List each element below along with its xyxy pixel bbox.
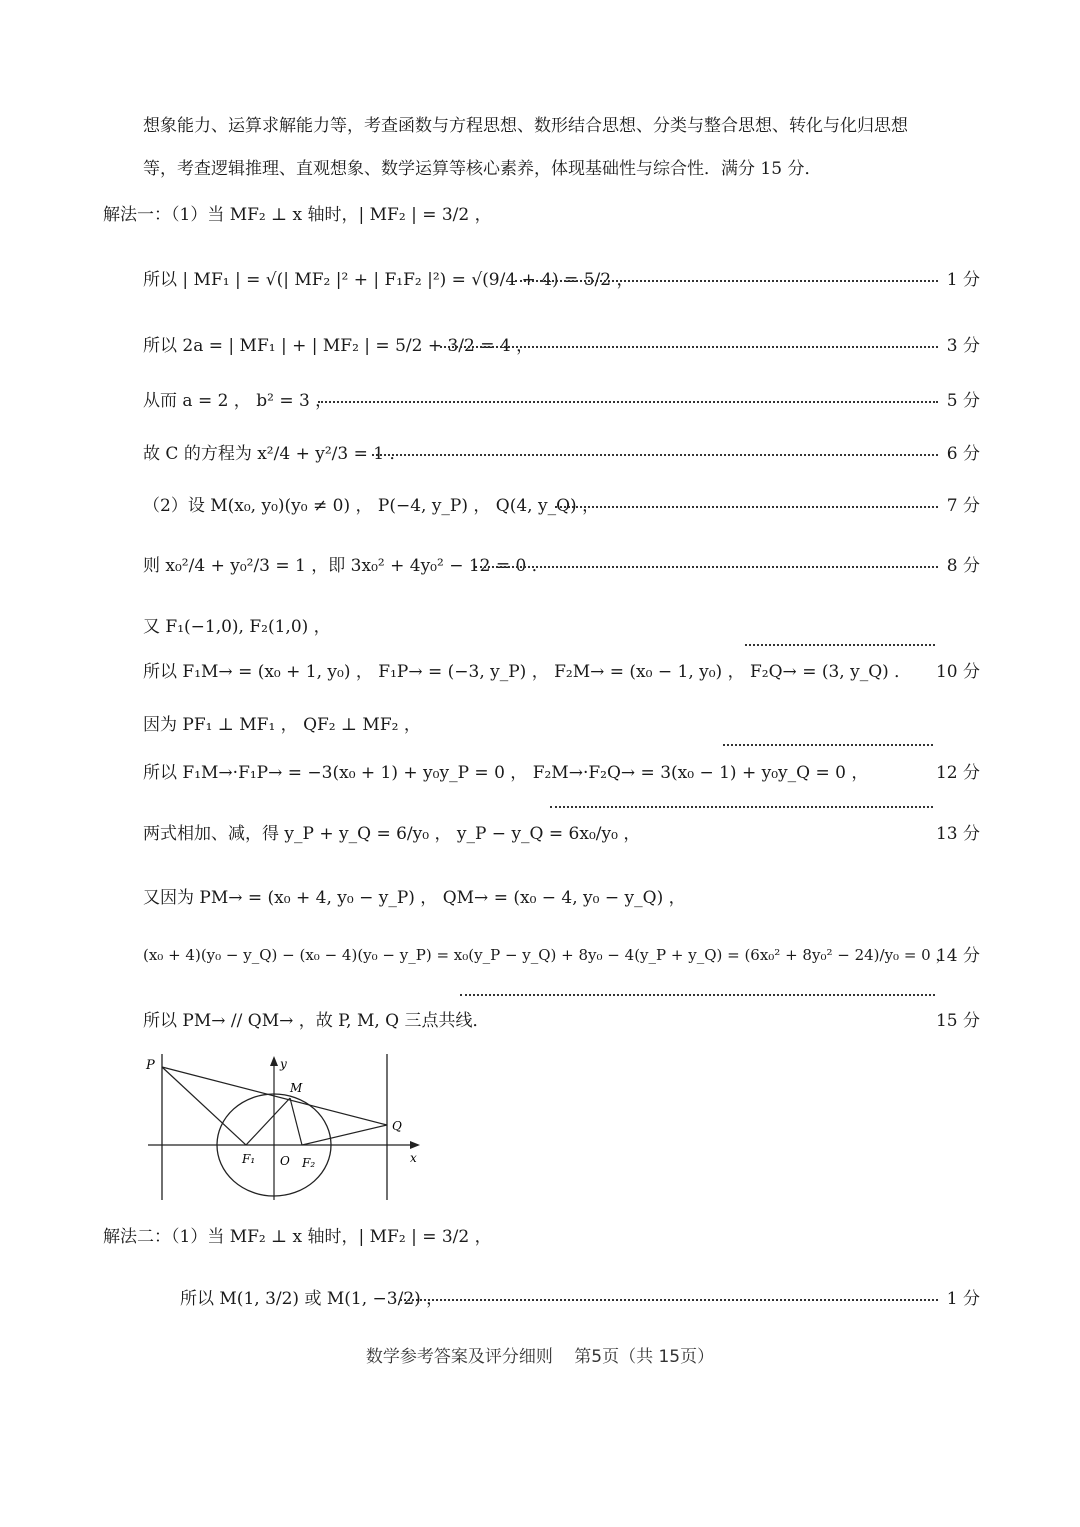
sol1-dot-products: 所以 F₁M→·F₁P→ = −3(x₀ + 1) + y₀y_P = 0 ， F₂M→·F₂Q→ = 3(x₀ − 1) + y₀y_Q = 0 ， (143, 763, 869, 783)
leader-dots (318, 401, 938, 403)
segment-f2q (302, 1125, 387, 1145)
score-8: 8 分 (946, 556, 980, 576)
sol1-sum-diff: 两式相加、减，得 y_P + y_Q = 6/y₀ ， y_P − y_Q = 6x₀/y₀ ， (143, 824, 641, 844)
score-3: 3 分 (946, 336, 980, 356)
label-f1: F₁ (242, 1152, 256, 1166)
x-axis-arrow (410, 1141, 420, 1149)
sol2-part1-condition: 解法二：（1）当 MF₂ ⊥ x 轴时，| MF₂ | = 3/2 ， (103, 1227, 492, 1247)
label-x: x (410, 1151, 417, 1165)
leader-dots (515, 280, 938, 282)
leader-dots (745, 644, 935, 646)
sol1-cross-product: (x₀ + 4)(y₀ − y_Q) − (x₀ − 4)(y₀ − y_P) = x₀(y_P − y_Q) + 8y₀ − 4(y_P + y_Q) = (6x₀² + 8y₀² − 24)/y₀ = 0 ， (143, 946, 951, 964)
footer-title: 数学参考答案及评分细则 (365, 1347, 553, 1367)
leader-dots (723, 744, 933, 746)
sol1-foci: 又 F₁(−1,0), F₂(1,0) ， (143, 617, 331, 637)
score-7: 7 分 (946, 496, 980, 516)
sol1-conclusion: 所以 PM→ // QM→ ，故 P, M, Q 三点共线． (143, 1011, 490, 1031)
score-6: 6 分 (946, 444, 980, 464)
leader-dots (440, 346, 938, 348)
score-13: 13 分 (935, 824, 980, 844)
intro-line-2: 等，考查逻辑推理、直观想象、数学运算等核心素养，体现基础性与综合性．满分 15 分． (143, 159, 822, 179)
sol2-m-coordinates: 所以 M(1, 3/2) 或 M(1, −3/2) ， (180, 1289, 444, 1309)
intro-line-1: 想象能力、运算求解能力等，考查函数与方程思想、数形结合思想、分类与整合思想、转化与化归思想 (143, 116, 908, 136)
leader-dots (550, 806, 933, 808)
label-p: P (146, 1058, 155, 1073)
leader-dots (460, 994, 935, 996)
footer-page-number: 第5页（共 15页） (574, 1347, 715, 1367)
score-sol2-1: 1 分 (946, 1289, 980, 1309)
sol1-part2-setup: （2）设 M(x₀, y₀)(y₀ ≠ 0) ， P(−4, y_P) ， Q(4, y_Q) ， (143, 496, 600, 516)
sol1-equation: 故 C 的方程为 x²/4 + y²/3 = 1 ． (143, 444, 407, 464)
ellipse-figure (140, 1050, 430, 1205)
sol1-vectors: 所以 F₁M→ = (x₀ + 1, y₀) ， F₁P→ = (−3, y_P) ， F₂M→ = (x₀ − 1, y₀) ， F₂Q→ = (3, y_Q) ． (143, 662, 912, 682)
score-15: 15 分 (935, 1011, 980, 1031)
label-m: M (290, 1081, 303, 1095)
score-10: 10 分 (935, 662, 980, 682)
segment-pf1 (162, 1067, 246, 1145)
score-12: 12 分 (935, 763, 980, 783)
label-q: Q (392, 1119, 402, 1133)
sol1-2a: 所以 2a = | MF₁ | + | MF₂ | = 5/2 + 3/2 = 4 ， (143, 336, 534, 356)
score-14: 14 分 (935, 946, 980, 966)
label-f2: F₂ (302, 1156, 316, 1170)
y-axis-arrow (270, 1056, 278, 1066)
sol1-a-b: 从而 a = 2 ， b² = 3 ， (143, 391, 333, 411)
score-5: 5 分 (946, 391, 980, 411)
sol1-mf1-length: 所以 | MF₁ | = √(| MF₂ |² + | F₁F₂ |²) = √(9/4 + 4) = 5/2 ， (143, 270, 634, 290)
segment-mf2 (290, 1098, 302, 1145)
leader-dots (400, 1299, 938, 1301)
leader-dots (555, 506, 938, 508)
sol1-pm-qm: 又因为 PM→ = (x₀ + 4, y₀ − y_P) ， QM→ = (x₀ − 4, y₀ − y_Q) ， (143, 888, 686, 908)
label-o: O (280, 1154, 290, 1168)
sol1-part1-condition: 解法一：（1）当 MF₂ ⊥ x 轴时，| MF₂ | = 3/2 ， (103, 205, 492, 225)
leader-dots (372, 454, 938, 456)
page-footer (0, 1342, 1080, 1367)
sol1-perpendicular: 因为 PF₁ ⊥ MF₁ ， QF₂ ⊥ MF₂ ， (143, 715, 421, 735)
score-1: 1 分 (946, 270, 980, 290)
segment-f1m (246, 1098, 290, 1145)
label-y: y (280, 1057, 287, 1071)
sol1-ellipse-point: 则 x₀²/4 + y₀²/3 = 1 ，即 3x₀² + 4y₀² − 12 = 0 ． (143, 556, 549, 576)
leader-dots (475, 566, 938, 568)
